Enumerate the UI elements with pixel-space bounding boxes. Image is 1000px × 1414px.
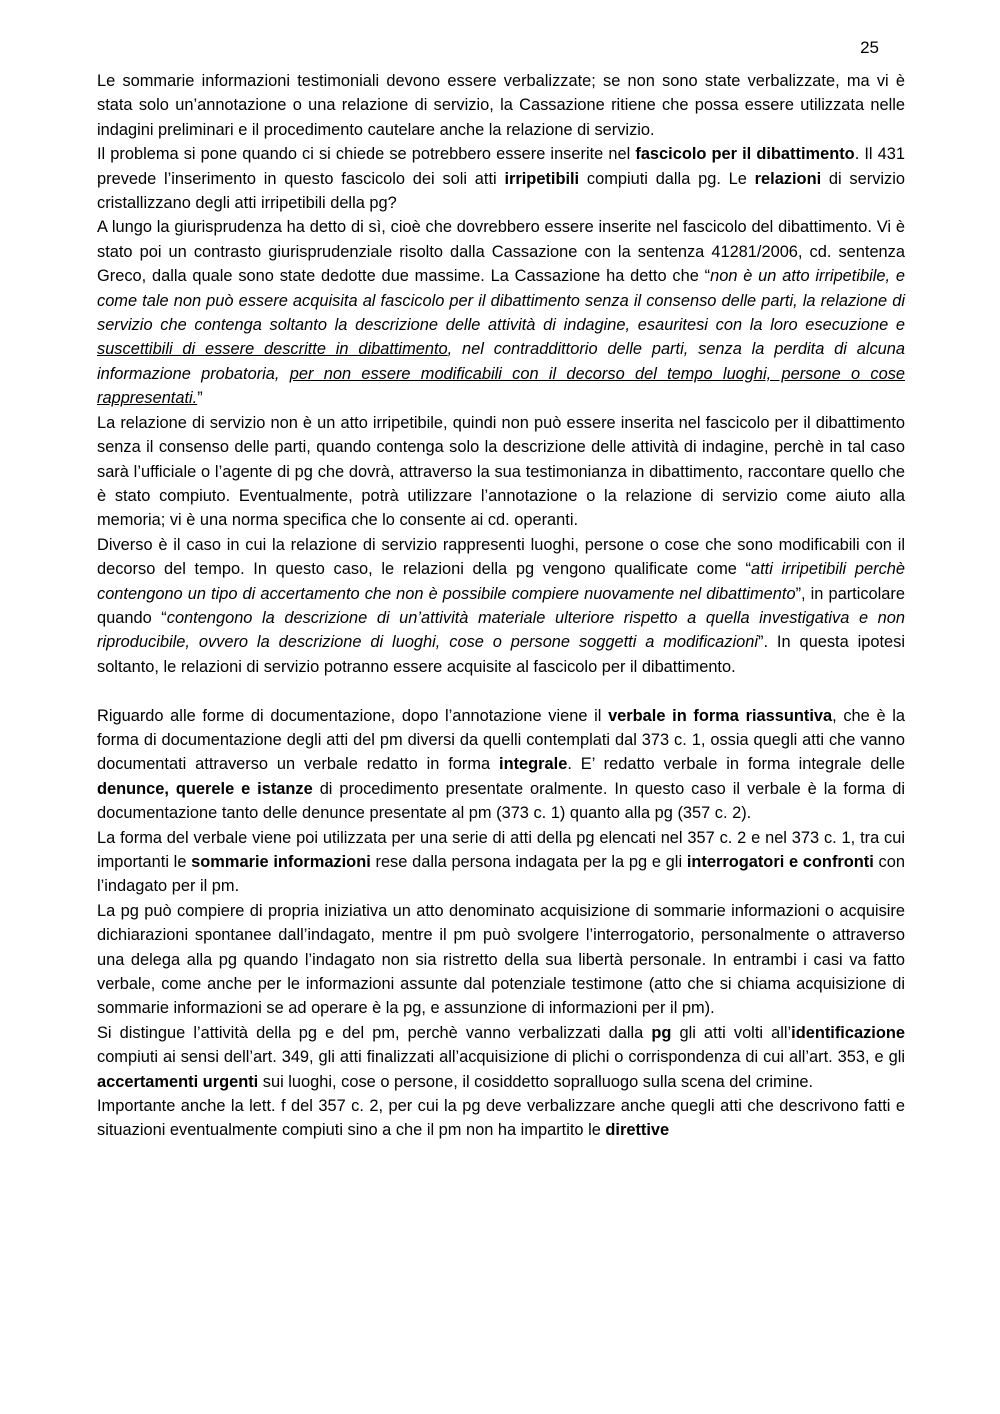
paragraph <box>97 411 905 533</box>
text-run: ”, in particolare quando “ <box>97 584 905 627</box>
text-run: Il problema si pone quando ci si chiede se potrebbero essere inserite nel <box>97 145 636 164</box>
bold-text: direttive <box>605 1121 670 1140</box>
text-run: La relazione di servizio non è un atto irripetibile, quindi non può essere inserita nel fascicolo per il dibattimento senza il consenso delle parti, quando contenga solo la descrizione delle attività di indagine, perchè in tal caso sarà l’ufficiale o l’agente di pg che dovrà, attraverso la sua testimonianza in dibattimento, raccontare quello che è stato compiuto. Eventualmente, potrà utilizzare l’annotazione o la relazione di servizio come aiuto alla memoria; vi è una norma specifica che lo consente ai cd. operanti. <box>97 413 905 530</box>
text-run: compiuti dalla pg. Le <box>579 169 755 188</box>
italic-quote: , nel contraddittorio delle parti, senza la perdita di alcuna informazione probatoria, <box>97 340 906 383</box>
text-run: La forma del verbale viene poi utilizzata per una serie di atti della pg elencati nel 357 c. 2 e nel 373 c. 1, tra cui importanti le <box>97 828 905 871</box>
paragraph <box>97 704 905 826</box>
text-run: , che è la forma di documentazione degli atti del pm diversi da quelli contemplati dal 373 c. 1, ossia quegli atti che vanno documentati attraverso un verbale redatto in forma <box>97 706 905 774</box>
text-run: di procedimento presentate oralmente. In questo caso il verbale è la forma di documentazione tanto delle denunce presentate al pm (373 c. 1) quanto alla pg (357 c. 2). <box>97 779 905 823</box>
text-run: compiuti ai sensi dell’art. 349, gli atti finalizzati all’acquisizione di plichi o corrispondenza di cui all’art. 353, e gli <box>97 1048 905 1067</box>
bold-text: identificazione <box>791 1023 905 1042</box>
page-number: 25 <box>860 38 879 57</box>
bold-text: pg <box>651 1023 672 1042</box>
bold-text: integrale <box>499 755 568 774</box>
text-run: sui luoghi, cose o persone, il cosiddetto sopralluogo sulla scena del crimine. <box>258 1072 814 1091</box>
text-run: Si distingue l’attività della pg e del pm, perchè vanno verbalizzati dalla <box>97 1023 652 1042</box>
text-run: Le sommarie informazioni testimoniali devono essere verbalizzate; se non sono state verbalizzate, ma vi è stata solo un’annotazione o una relazione di servizio, la Cassazione ritiene che possa essere utilizzata nelle indagini preliminari e il procedimento cautelare anche la relazione di servizio. <box>97 72 905 139</box>
text-run: gli atti volti all’ <box>671 1023 792 1042</box>
underlined-quote: per non essere modificabili con il decorso del tempo luoghi, persone o cose rappresentati. <box>97 364 906 408</box>
text-run: con l’indagato per il pm. <box>97 852 905 896</box>
paragraph <box>97 1094 905 1143</box>
text-run: . Il 431 prevede l’inserimento in questo fascicolo dei soli atti <box>97 145 905 188</box>
text-run: ” <box>197 389 203 408</box>
text-run: . E’ redatto verbale in forma integrale delle <box>567 755 906 774</box>
paragraph <box>97 142 905 215</box>
bold-text: fascicolo per il dibattimento <box>635 145 855 164</box>
text-run: La pg può compiere di propria iniziativa un atto denominato acquisizione di sommarie informazioni o acquisire dichiarazioni spontanee dall’indagato, mentre il pm può svolgere l’interrogatorio, personalmente o attraverso una delega alla pg quando l’indagato non sia ristretto della sua libertà personale. In entrambi i casi va fatto verbale, come anche per le informazioni assunte dal potenziale testimone (atto che si chiama acquisizione di sommarie informazioni se ad operare è la pg, e assunzione di informazioni per il pm). <box>97 901 905 1018</box>
paragraph <box>97 826 905 899</box>
italic-quote: non è un atto irripetibile, e come tale non può essere acquisita al fascicolo per il dibattimento senza il consenso delle parti, la relazione di servizio che contenga soltanto la descrizione delle attività di indagine, esauritesi con la loro esecuzione e <box>97 267 905 335</box>
text-run: rese dalla persona indagata per la pg e gli <box>370 852 687 871</box>
text-run: Riguardo alle forme di documentazione, dopo l’annotazione viene il <box>97 706 609 725</box>
paragraph <box>97 899 905 1021</box>
paragraph <box>97 1021 905 1094</box>
italic-quote: contengono la descrizione di un’attività materiale ulteriore rispetto a quella investigativa e non riproducibile, ovvero la descrizione di luoghi, cose o persone soggetti a modificazioni <box>97 608 905 652</box>
bold-text: sommarie informazioni <box>191 852 371 871</box>
text-run: ”. In questa ipotesi soltanto, le relazioni di servizio potranno essere acquisite al fascicolo per il dibattimento. <box>97 633 905 676</box>
text-run: di servizio cristallizzano degli atti irripetibili della pg? <box>97 169 905 213</box>
paragraph <box>97 215 905 410</box>
bold-text: denunce, querele e istanze <box>97 779 313 798</box>
underlined-quote: suscettibili di essere descritte in dibattimento <box>97 340 448 359</box>
text-run: A lungo la giurisprudenza ha detto di sì, cioè che dovrebbero essere inserite nel fascicolo del dibattimento. Vi è stato poi un contrasto giurisprudenziale risolto dalla Cassazione con la sentenza 41281/2006, cd. sentenza Greco, dalla quale sono state dedotte due massime. La Cassazione ha detto che “ <box>97 218 905 286</box>
bold-text: relazioni <box>754 169 822 188</box>
text-run: Importante anche la lett. f del 357 c. 2, per cui la pg deve verbalizzare anche quegli atti che descrivono fatti e situazioni eventualmente compiuti sino a che il pm non ha impartito le <box>97 1097 905 1140</box>
bold-text: irripetibili <box>504 169 580 188</box>
italic-quote: atti irripetibili perchè contengono un tipo di accertamento che non è possibile compiere nuovamente nel dibattimento <box>97 560 905 603</box>
bold-text: interrogatori e confronti <box>686 852 874 871</box>
paragraph <box>97 69 905 142</box>
text-run: Diverso è il caso in cui la relazione di servizio rappresenti luoghi, persone o cose che sono modificabili con il decorso del tempo. In questo caso, le relazioni della pg vengono qualificate come “ <box>97 535 905 579</box>
bold-text: verbale in forma riassuntiva <box>608 706 833 725</box>
document-body <box>97 69 905 1143</box>
bold-text: accertamenti urgenti <box>97 1072 259 1091</box>
paragraph <box>97 533 905 679</box>
